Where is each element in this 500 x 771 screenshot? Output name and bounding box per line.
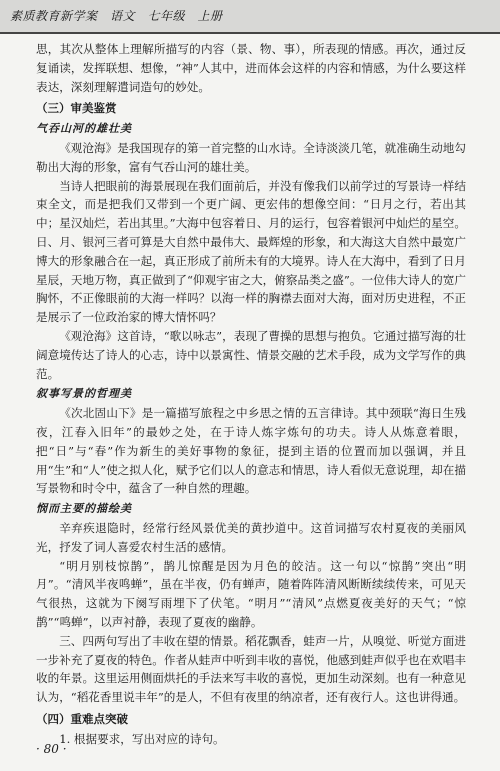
subheading-depiction: 悯而主要的描绘美 xyxy=(36,502,132,516)
paragraph-exercise-1: 1. 根据要求，写出对应的诗句。 xyxy=(59,731,225,746)
running-header xyxy=(0,0,500,32)
section-heading-key-points: （四）重难点突破 xyxy=(36,711,128,726)
paragraph-intro: 思，其次从整体上理解所描写的内容（景、物、事），所表现的情感。再次，通过反复诵读，发挥联想、想像，“神”人其中，进而体会这样的内容和情感，为什么要这样表达，深刻理解遣词造句的妙处。 xyxy=(36,42,466,94)
paragraph-guan-canghai-3: 《观沧海》这首诗，“歌以咏志”，表现了曹操的思想与抱负。它通过描写海的壮阔意境传达了诗人的心志，诗中以景寓性、情景交融的艺术手段，成为文学写作的典范。 xyxy=(36,328,466,381)
section-heading-aesthetic: （三）审美鉴赏 xyxy=(36,101,117,116)
subheading-majestic: 气吞山河的雄壮美 xyxy=(36,122,132,136)
header-divider xyxy=(0,32,500,34)
subheading-philosophy: 叙事写景的哲理美 xyxy=(36,387,132,401)
page-body xyxy=(36,40,466,748)
paragraph-guan-canghai-2: 当诗人把眼前的海景展现在我们面前后，并没有像我们以前学过的写景诗一样结束全文，而是把我们又带到一个更广阔、更宏伟的想像空间：“日月之行，若出其中；星汉灿烂，若出其里。”大海中包容着日、月的运行，包容着银河中灿烂的星空。日、月、银河三者可算是大自然中最伟大、最辉煌的形象，和大海这大自然中最宽广博大的形象融合在一起，真正形成了前所未有的大境界。诗人在大海中，看到了日月星辰，天地万物，真正做到了“仰观宇宙之大，俯察品类之盛”。一位伟大诗人的宽广胸怀，不正像眼前的大海一样吗？以海一样的胸襟去面对大海，面对历史进程，不正是展示了一位政治家的博大情怀吗？ xyxy=(36,178,466,325)
header-title: 素质教育新学案 语文 七年级 上册 xyxy=(10,9,223,23)
paragraph-xin-qiji-3: 三、四两句写出了丰收在望的情景。稻花飘香，蛙声一片，从嗅觉、听觉方面进一步补充了夏夜的特色。作者从蛙声中听到丰收的喜悦，他感到蛙声似乎也在欢唱丰收的年景。这里运用侧面烘托的手法来写丰收的喜悦，更加生动深刻。也有一种意见认为，“稻花香里说丰年”的是人，不但有夜里的纳凉者，还有夜行人。这也讲得通。 xyxy=(36,633,466,705)
page-number: · 80 · xyxy=(36,742,67,756)
paragraph-guan-canghai-1: 《观沧海》是我国现存的第一首完整的山水诗。全诗淡淡几笔，就准确生动地勾勒出大海的形象，富有气吞山河的雄壮美。 xyxy=(36,140,466,174)
paragraph-xin-qiji-2: “明月别枝惊鹊”，鹊儿惊醒是因为月色的皎洁。这一句以“惊鹊”突出“明月”。“清风半夜鸣蝉”，虽在半夜，仍有蝉声，随着阵阵清风断断续续传来，可见天气很热，这就为下阕写雨埋下了伏笔。“明月”“清风”点燃夏夜美好的天气；“惊鹊”“鸣蝉”，以声衬静，表现了夏夜的幽静。 xyxy=(36,558,466,629)
paragraph-xin-qiji-1: 辛弃疾退隐时，经常行经风景优美的黄抄道中。这首词描写农村夏夜的美丽风光，抒发了词人喜爱农村生活的感情。 xyxy=(36,520,466,554)
paragraph-beigushan: 《次北固山下》是一篇描写旅程之中乡思之情的五言律诗。其中颈联“海日生残夜，江春入旧年”的最妙之处，在于诗人炼字炼句的功夫。诗人从炼意着眼，把“日”与“春”作为新生的美好事物的象征，提到主语的位置而加以强调，并且用“生”和“人”使之拟人化，赋予它们以人的意志和情思，诗人看似无意说理，却在描写景物和时令中，蕴含了一种自然的理趣。 xyxy=(36,406,466,496)
